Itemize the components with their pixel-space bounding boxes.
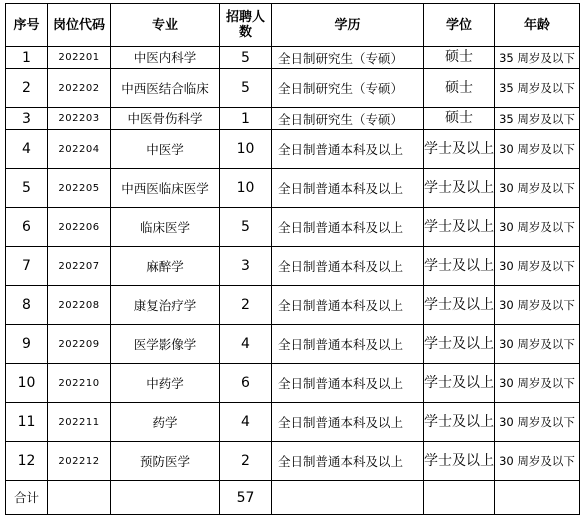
cell-education: 全日制普通本科及以上 [272, 169, 424, 208]
header-code: 岗位代码 [48, 4, 111, 47]
table-row [6, 130, 580, 169]
table-row [6, 69, 580, 108]
cell-degree: 学士及以上 [424, 169, 495, 208]
total-count: 57 [220, 481, 272, 515]
total-row [6, 481, 580, 515]
table-row [6, 364, 580, 403]
cell-education: 全日制普通本科及以上 [272, 208, 424, 247]
cell-major: 中医内科学 [111, 47, 220, 69]
cell-education: 全日制普通本科及以上 [272, 286, 424, 325]
header-age: 年龄 [495, 4, 580, 47]
cell-code: 202202 [48, 69, 111, 108]
header-row [6, 4, 580, 47]
cell-code: 202205 [48, 169, 111, 208]
table-row [6, 47, 580, 69]
cell-age: 30 周岁及以下 [495, 442, 580, 481]
cell-major: 中药学 [111, 364, 220, 403]
total-empty-education [272, 481, 424, 515]
cell-code: 202206 [48, 208, 111, 247]
cell-age: 30 周岁及以下 [495, 325, 580, 364]
cell-education: 全日制普通本科及以上 [272, 442, 424, 481]
recruitment-table [5, 3, 580, 515]
cell-count: 1 [220, 108, 272, 130]
cell-major: 麻醉学 [111, 247, 220, 286]
cell-major: 中医学 [111, 130, 220, 169]
recruitment-table-container [5, 3, 580, 515]
cell-code: 202209 [48, 325, 111, 364]
cell-no: 5 [6, 169, 48, 208]
cell-no: 11 [6, 403, 48, 442]
cell-degree: 学士及以上 [424, 364, 495, 403]
cell-age: 30 周岁及以下 [495, 169, 580, 208]
cell-code: 202201 [48, 47, 111, 69]
cell-age: 30 周岁及以下 [495, 208, 580, 247]
cell-no: 7 [6, 247, 48, 286]
cell-education: 全日制研究生（专硕） [272, 69, 424, 108]
cell-education: 全日制普通本科及以上 [272, 364, 424, 403]
cell-no: 12 [6, 442, 48, 481]
cell-major: 临床医学 [111, 208, 220, 247]
cell-count: 5 [220, 69, 272, 108]
cell-code: 202204 [48, 130, 111, 169]
cell-education: 全日制普通本科及以上 [272, 130, 424, 169]
header-education: 学历 [272, 4, 424, 47]
cell-no: 1 [6, 47, 48, 69]
cell-age: 35 周岁及以下 [495, 69, 580, 108]
cell-count: 4 [220, 325, 272, 364]
cell-degree: 学士及以上 [424, 442, 495, 481]
cell-education: 全日制普通本科及以上 [272, 403, 424, 442]
header-no: 序号 [6, 4, 48, 47]
cell-degree: 硕士 [424, 108, 495, 130]
cell-age: 35 周岁及以下 [495, 108, 580, 130]
cell-count: 5 [220, 208, 272, 247]
cell-major: 医学影像学 [111, 325, 220, 364]
total-empty-age [495, 481, 580, 515]
cell-major: 中西医临床医学 [111, 169, 220, 208]
cell-age: 30 周岁及以下 [495, 403, 580, 442]
cell-major: 中医骨伤科学 [111, 108, 220, 130]
cell-education: 全日制研究生（专硕） [272, 108, 424, 130]
cell-no: 6 [6, 208, 48, 247]
cell-age: 30 周岁及以下 [495, 130, 580, 169]
table-row [6, 247, 580, 286]
cell-code: 202212 [48, 442, 111, 481]
cell-code: 202208 [48, 286, 111, 325]
total-empty-code [48, 481, 111, 515]
header-degree: 学位 [424, 4, 495, 47]
cell-degree: 学士及以上 [424, 325, 495, 364]
cell-education: 全日制普通本科及以上 [272, 247, 424, 286]
cell-count: 5 [220, 47, 272, 69]
cell-major: 中西医结合临床 [111, 69, 220, 108]
cell-age: 35 周岁及以下 [495, 47, 580, 69]
cell-major: 预防医学 [111, 442, 220, 481]
header-count: 招聘人数 [220, 4, 272, 47]
cell-count: 3 [220, 247, 272, 286]
header-major: 专业 [111, 4, 220, 47]
cell-major: 康复治疗学 [111, 286, 220, 325]
table-row [6, 208, 580, 247]
cell-education: 全日制研究生（专硕） [272, 47, 424, 69]
table-row [6, 442, 580, 481]
cell-code: 202211 [48, 403, 111, 442]
cell-count: 4 [220, 403, 272, 442]
table-row [6, 108, 580, 130]
cell-degree: 学士及以上 [424, 286, 495, 325]
cell-major: 药学 [111, 403, 220, 442]
table-row [6, 325, 580, 364]
total-empty-major [111, 481, 220, 515]
cell-degree: 学士及以上 [424, 403, 495, 442]
total-empty-degree [424, 481, 495, 515]
table-row [6, 169, 580, 208]
cell-no: 9 [6, 325, 48, 364]
cell-code: 202203 [48, 108, 111, 130]
cell-age: 30 周岁及以下 [495, 247, 580, 286]
table-body [6, 47, 580, 481]
cell-no: 10 [6, 364, 48, 403]
cell-no: 2 [6, 69, 48, 108]
cell-count: 6 [220, 364, 272, 403]
table-row [6, 286, 580, 325]
cell-count: 2 [220, 286, 272, 325]
cell-degree: 硕士 [424, 69, 495, 108]
total-label: 合计 [6, 481, 48, 515]
cell-degree: 学士及以上 [424, 247, 495, 286]
cell-age: 30 周岁及以下 [495, 364, 580, 403]
cell-count: 10 [220, 169, 272, 208]
cell-degree: 硕士 [424, 47, 495, 69]
cell-degree: 学士及以上 [424, 130, 495, 169]
cell-no: 3 [6, 108, 48, 130]
cell-count: 2 [220, 442, 272, 481]
cell-no: 4 [6, 130, 48, 169]
cell-no: 8 [6, 286, 48, 325]
cell-code: 202210 [48, 364, 111, 403]
cell-degree: 学士及以上 [424, 208, 495, 247]
cell-education: 全日制普通本科及以上 [272, 325, 424, 364]
cell-code: 202207 [48, 247, 111, 286]
table-row [6, 403, 580, 442]
cell-count: 10 [220, 130, 272, 169]
cell-age: 30 周岁及以下 [495, 286, 580, 325]
